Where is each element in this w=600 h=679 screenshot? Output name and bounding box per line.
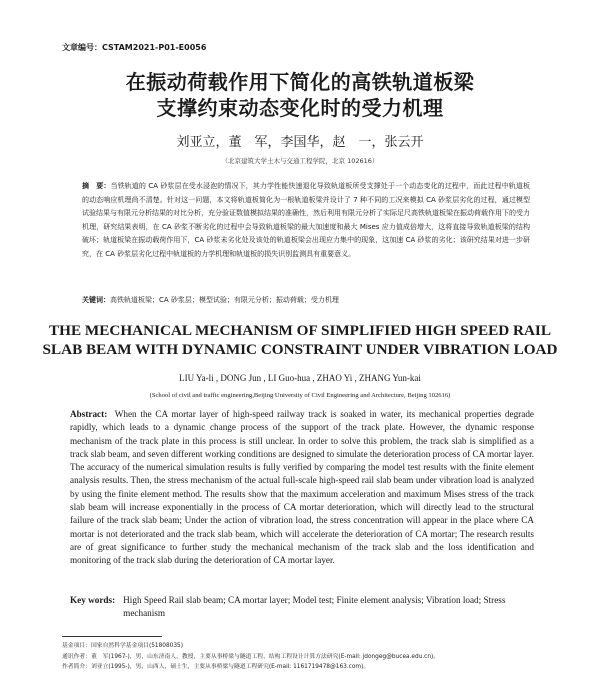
chinese-keywords-label: 关键词： <box>82 296 110 304</box>
english-keywords-text: High Speed Rail slab beam; CA mortar layer; Model test; Finite element analysis; Vibration load; Stress mechanism <box>123 595 506 618</box>
chinese-abstract-text: 当铁轨道的 CA 砂浆层在受水浸泡的情况下，其力学性能快速退化导致轨道板所受支撑处于一个动态变化的过程中，而此过程中轨道板的动态响应机理尚不清楚。针对这一问题，本文将轨道板简化为一根轨道板梁并设计了 7 种不同的工况来模拟 CA 砂浆层劣化的过程，通过模型试验结果与有限元分析结果的对比分析，充分验证数值模拟结果的准确性，然后利用有限元分析了实际足尺高铁轨道板梁在振动荷载作用下的受力机理，研究结果表明，在 CA 砂浆不断劣化的过程中会导致轨道板梁的最大加速度和最大 Mises 应力值成倍增大，这将直接导致轨道板梁的结构破坏；轨道板梁在振动载荷作用下，CA 砂浆未劣化处及该处的轨道板梁会出现应力集中的现象，这加速 CA 砂浆的劣化；该研究结果对进一步研究，在 CA 砂浆层劣化过程中轨道板的力学机理和轨道板的损失识别监测具有重要意义。 <box>82 182 531 258</box>
chinese-keywords-text: 高铁轨道板梁；CA 砂浆层；模型试验；有限元分析；振动荷载；受力机理 <box>110 296 339 304</box>
english-title-line2: SLAB BEAM WITH DYNAMIC CONSTRAINT UNDER VIBRATION LOAD <box>42 341 558 358</box>
footnote-funding: 基金项目：国家自然科学基金项目(51808035) <box>62 643 183 649</box>
chinese-abstract-label: 摘 要： <box>82 182 111 190</box>
english-affiliation: (School of civil and traffic engineering,Beijing University of Civil Engineering and Architecture, Beijing 102616) <box>149 392 451 399</box>
footnote-divider <box>62 636 162 637</box>
english-abstract-text: When the CA mortar layer of high-speed railway track is soaked in water, its mechanical properties degrade rapidly, which leads to a dynamic change process of the support of the track plate. However, the dynamic response mechanism of the track plate in this process is still unclear. In order to solve this problem, the track slab is simplified as a track slab beam, and seven different working conditions are designed to simulate the deterioration process of CA mortar layer. The accuracy of the numerical simulation results is fully verified by comparing the model test results with the finite element analysis results. Then, the stress mechanism of the actual full-scale high-speed rail slab beam under vibration load is analyzed by using the finite element method. The results show that the maximum acceleration and maximum Mises stress of the track slab beam will increase exponentially in the process of CA mortar deterioration, which will directly lead to the structural failure of the track slab beam; Under the action of vibration load, the stress concentration will appear in the place where CA mortar is not deteriorated and the track slab beam, which will accelerate the deterioration of CA mortar; The research results are of great significance to further study the mechanical mechanism of the track slab and the loss identification and monitoring of the track slab during the deterioration of CA mortar layer. <box>70 409 534 566</box>
article-number: 文章编号：CSTAM2021-P01-E0056 <box>62 43 207 52</box>
chinese-title-line1: 在振动荷载作用下简化的高铁轨道板梁 <box>125 70 475 94</box>
footnote-author-bio: 作者简介：刘亚立(1995-)，男，山西人，硕士生，主要从事桥梁与隧道工程研究(E-mail: 1161719478@163.com)。 <box>62 664 370 670</box>
chinese-title-line2: 支撑约束动态变化时的受力机理 <box>156 96 444 120</box>
footnotes <box>62 641 542 673</box>
english-abstract <box>70 408 534 568</box>
chinese-abstract <box>82 180 530 262</box>
english-keywords-label: Key words: <box>70 595 116 605</box>
chinese-affiliation: （北京建筑大学土木与交通工程学院，北京 102616） <box>221 157 379 165</box>
chinese-keywords <box>82 295 530 305</box>
english-title-line1: THE MECHANICAL MECHANISM OF SIMPLIFIED HIGH SPEED RAIL <box>49 322 551 339</box>
english-keywords <box>70 594 534 620</box>
english-abstract-label: Abstract: <box>70 409 108 419</box>
chinese-authors: 刘亚立，董 军，李国华，赵 一，张云开 <box>176 135 424 150</box>
english-authors: LIU Ya-li , DONG Jun , LI Guo-hua , ZHAO Yi , ZHANG Yun-kai <box>179 373 421 383</box>
footnote-corresponding-author: 通讯作者：董 军(1967-)，男，山东济南人，教授，主要从事桥梁与隧道工程、结构工程设计计算方法研究(E-mail: jdongeg@bucea.edu.cn)。 <box>62 653 440 660</box>
